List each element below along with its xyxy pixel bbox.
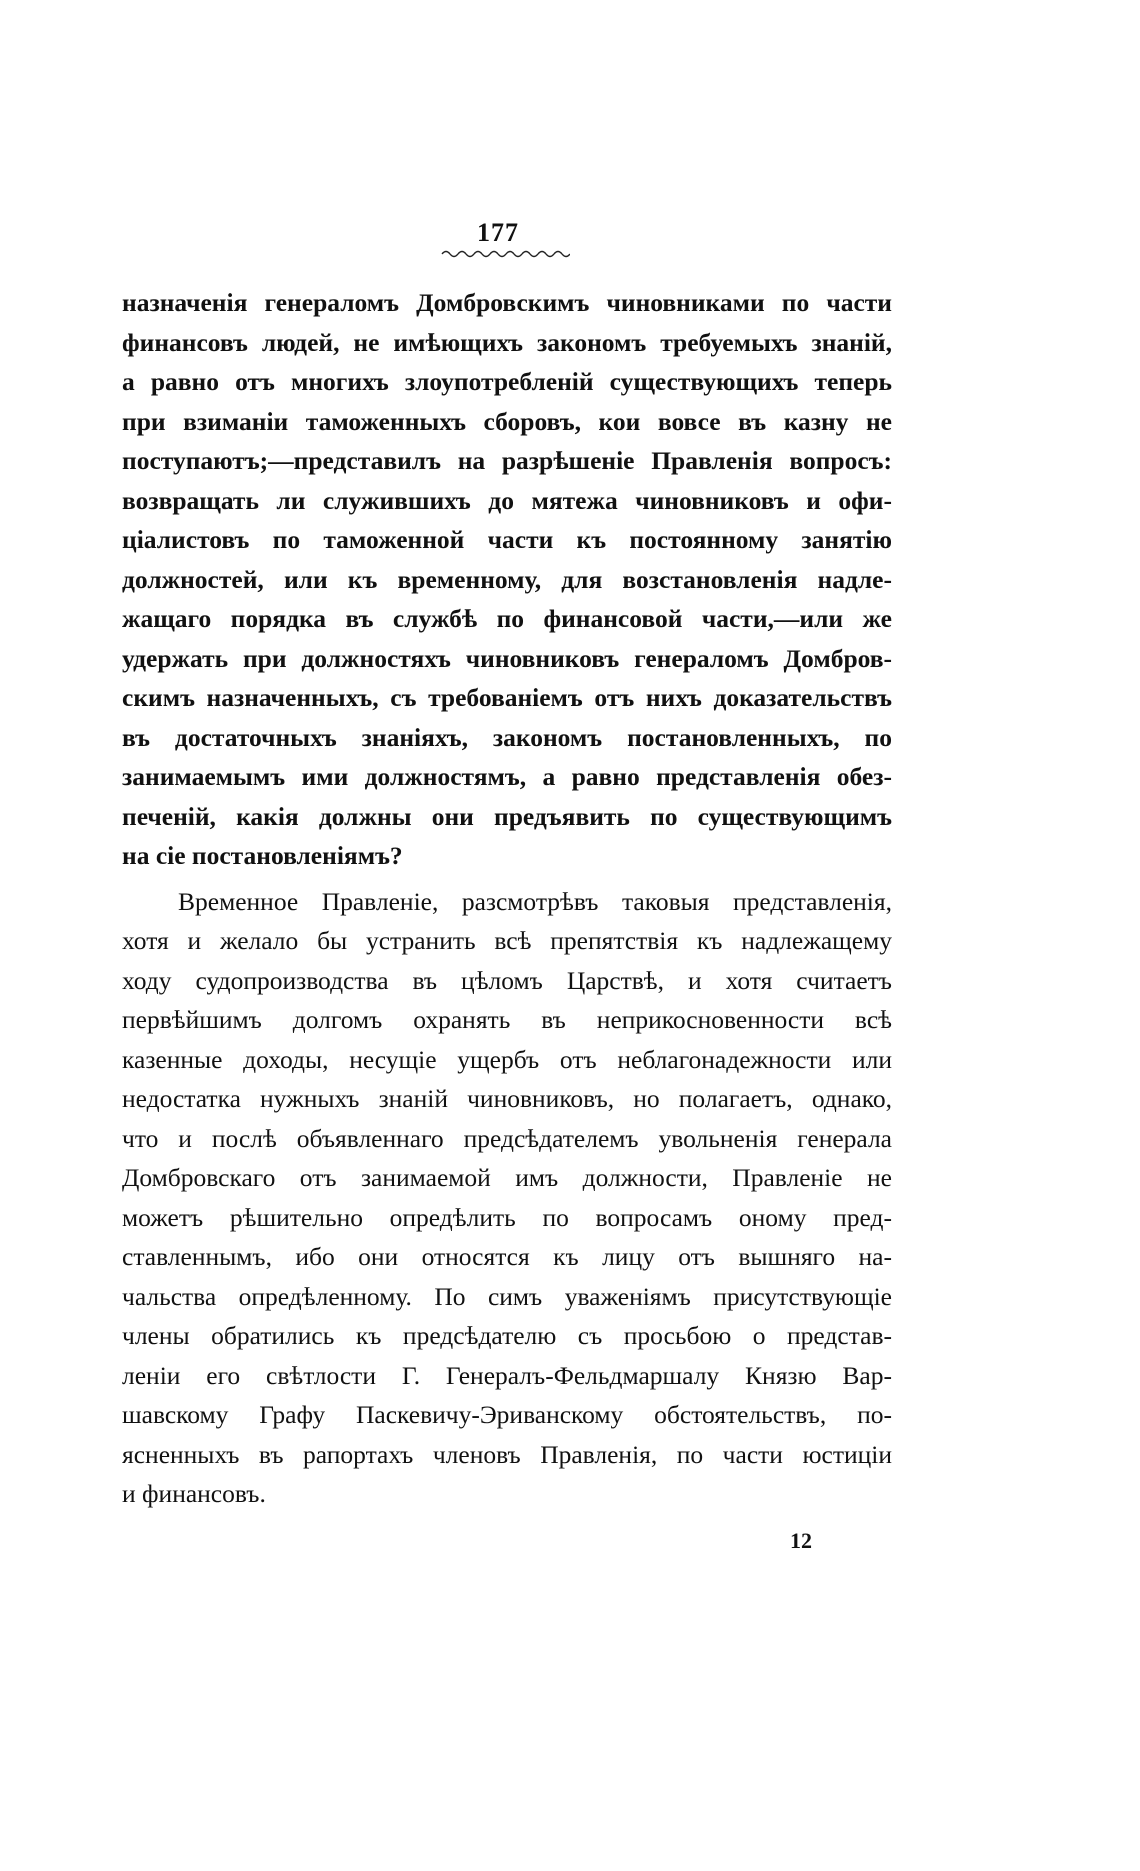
wavy-ornament-icon: [440, 248, 570, 258]
text-line: что и послѣ объявленнаго предсѣдателемъ увольненія генерала: [122, 1123, 892, 1153]
text-line: печеній, какія должны они предъявить по существующимъ: [122, 801, 892, 831]
text-line: возвращать ли служившихъ до мятежа чиновниковъ и офи-: [122, 485, 892, 515]
text-line: ставленнымъ, ибо они относятся къ лицу отъ вышняго на-: [122, 1242, 892, 1271]
text-line: первѣйшимъ долгомъ охранять въ неприкосновенности всѣ: [122, 1005, 892, 1034]
text-line: а равно отъ многихъ злоупотребленій существующихъ теперь: [122, 367, 892, 396]
text-line: можетъ рѣшительно опредѣлить по вопросамъ оному пред-: [122, 1202, 892, 1232]
text-line: жащаго порядка въ службѣ по финансовой части,—или же: [122, 604, 892, 633]
text-line: занимаемымъ ими должностямъ, а равно представленія обез-: [122, 762, 892, 791]
text-line: удержать при должностяхъ чиновниковъ генераломъ Домбров-: [122, 643, 892, 673]
text-line: и финансовъ.: [122, 1479, 266, 1508]
text-line: Временное Правленіе, разсмотрѣвъ таковыя представленія,: [178, 886, 892, 916]
paragraph-2: [122, 882, 892, 1514]
paragraph-1: [122, 283, 892, 876]
text-line: казенные доходы, несущіе ущербъ отъ неблагонадежности или: [122, 1044, 892, 1074]
body-text: [122, 283, 892, 1514]
text-line: недостатка нужныхъ знаній чиновниковъ, но полагаетъ, однако,: [122, 1084, 892, 1113]
text-line: при взиманіи таможенныхъ сборовъ, кои вовсе въ казну не: [122, 406, 892, 436]
text-line: ясненныхъ въ рапортахъ членовъ Правленія, по части юстиціи: [122, 1439, 892, 1469]
text-line: хотя и желало бы устранить всѣ препятствія къ надлежащему: [122, 926, 892, 955]
text-line: чальства опредѣленному. По симъ уваженіямъ присутствующіе: [122, 1281, 892, 1311]
text-line: финансовъ людей, не имѣющихъ закономъ требуемыхъ знаній,: [122, 327, 892, 357]
text-line: поступаютъ;—представилъ на разрѣшеніе Правленія вопросъ:: [122, 446, 892, 475]
text-line: члены обратились къ предсѣдателю съ просьбою о представ-: [122, 1321, 892, 1350]
text-line: леніи его свѣтлости Г. Генералъ-Фельдмаршалу Князю Вар-: [122, 1360, 892, 1390]
text-line: должностей, или къ временному, для возстановленія надле-: [122, 564, 892, 594]
text-line: ціалистовъ по таможенной части къ постоянному занятію: [122, 525, 892, 554]
text-line: Домбровскаго отъ занимаемой имъ должности, Правленіе не: [122, 1163, 892, 1192]
text-line: на сіе постановленіямъ?: [122, 841, 403, 870]
text-line: шавскому Графу Паскевичу-Эриванскому обстоятельствъ, по-: [122, 1400, 892, 1429]
text-line: ходу судопроизводства въ цѣломъ Царствѣ, и хотя считаетъ: [122, 965, 892, 995]
page-number: 177: [477, 218, 519, 247]
text-line: въ достаточныхъ знаніяхъ, закономъ постановленныхъ, по: [122, 722, 892, 752]
text-line: скимъ назначенныхъ, съ требованіемъ отъ нихъ доказательствъ: [122, 683, 892, 712]
printer-signature-mark: 12: [790, 1528, 812, 1553]
text-line: назначенія генераломъ Домбровскимъ чиновниками по части: [122, 288, 892, 317]
